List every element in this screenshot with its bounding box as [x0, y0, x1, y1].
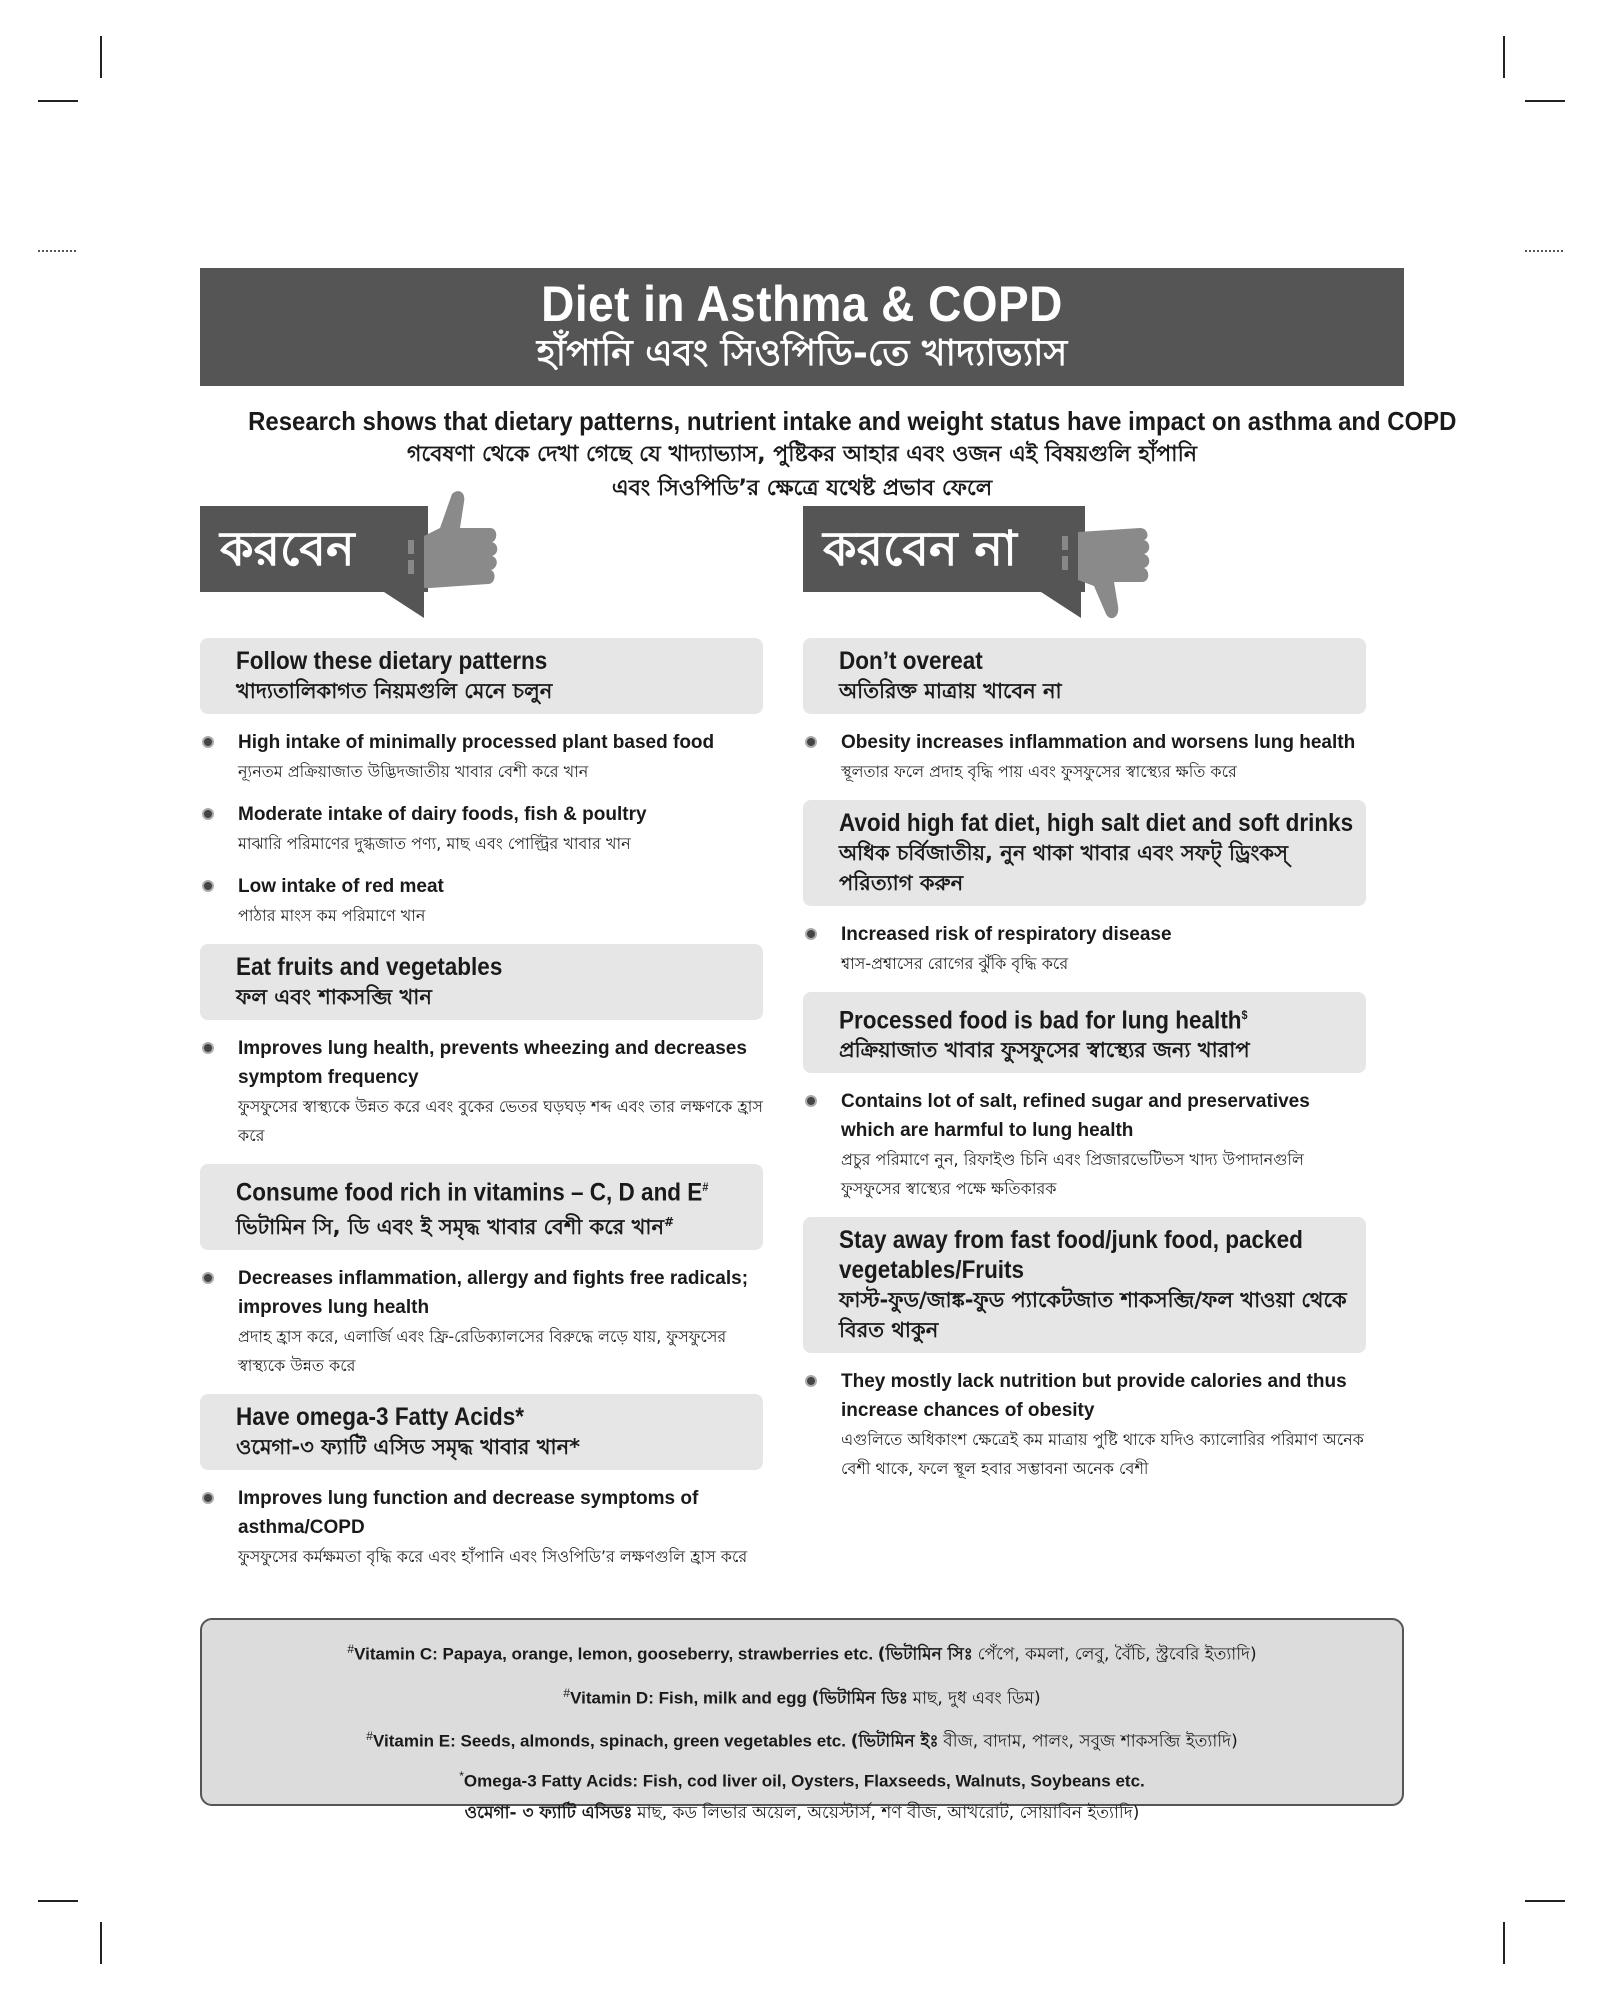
footnote-marker: *: [459, 1768, 464, 1783]
section-heading-bn: খাদ্যতালিকাগত নিয়মগুলি মেনে চলুন: [236, 679, 553, 703]
footnote-en: Omega-3 Fatty Acids: Fish, cod liver oil, Oysters, Flaxseeds, Walnuts, Soybeans etc.: [463, 1771, 1145, 1791]
section-heading-bn: অধিক চর্বিজাতীয়, নুন থাকা খাবার এবং সফট্ ড্রিংকস্ পরিত্যাগ করুন: [839, 841, 1288, 895]
crop-mark: [1503, 1922, 1505, 1964]
intro-text-bengali-2: এবং সিওপিডি’র ক্ষেত্রে যথেষ্ট প্রভাব ফেলে: [611, 476, 993, 501]
item-text-en: They mostly lack nutrition but provide calories and thus increase chances of obesity: [841, 1371, 1347, 1422]
footnote-en: Vitamin C: Papaya, orange, lemon, gooseberry, strawberries etc.: [354, 1644, 874, 1664]
list-item: [200, 872, 763, 930]
item-text-bn: মাঝারি পরিমাণের দুগ্ধজাত পণ্য, মাছ এবং পোল্ট্রির খাবার খান: [238, 834, 631, 853]
item-text-en: Decreases inflammation, allergy and fights free radicals; improves lung health: [238, 1268, 749, 1319]
bullet-icon: [805, 736, 817, 748]
section-heading-bn: ফল এবং শাকসব্জি খান: [236, 985, 432, 1009]
section-heading-bn-text: ভিটামিন সি, ডি এবং ই সমৃদ্ধ খাবার বেশী করে খান: [236, 1215, 665, 1240]
section-heading-text: Processed food is bad for lung health: [839, 1006, 1242, 1035]
crop-mark: [1525, 1900, 1565, 1902]
footnote-bn: মাছ, কড লিভার অয়েল, অয়েস্টার্স, শণ বীজ, আখরোট, সোয়াবিন ইত্যাদি): [637, 1802, 1140, 1823]
bullet-icon: [202, 736, 214, 748]
crop-mark: [100, 36, 102, 78]
footnote-line: [202, 1797, 1402, 1829]
list-item: [200, 1264, 763, 1380]
footnote-en: Vitamin D: Fish, milk and egg: [570, 1688, 807, 1708]
section-heading-en: [839, 1000, 1299, 1035]
do-section-heading: [200, 1394, 763, 1470]
do-section-heading: [200, 638, 763, 714]
item-text-bn: স্থূলতার ফলে প্রদাহ বৃদ্ধি পায় এবং ফুসফুসের স্বাস্থ্যের ক্ষতি করে: [841, 762, 1237, 781]
item-text-bn: ন্যূনতম প্রক্রিয়াজাত উদ্ভিদজাতীয় খাবার বেশী করে খান: [238, 762, 589, 781]
item-text-bn: ফুসফুসের কর্মক্ষমতা বৃদ্ধি করে এবং হাঁপানি এবং সিওপিডি’র লক্ষণগুলি হ্রাস করে: [238, 1547, 748, 1567]
section-heading-bn: [236, 1207, 747, 1242]
thumbs-up-icon: [400, 488, 500, 596]
do-column: [200, 638, 763, 1585]
bullet-icon: [202, 808, 214, 820]
section-heading-en: Eat fruits and vegetables: [236, 953, 503, 981]
registration-dots: [38, 250, 76, 252]
footnote-line: [202, 1630, 1402, 1674]
dont-section-heading: [803, 800, 1366, 906]
intro: [200, 404, 1457, 506]
item-text-en: Low intake of red meat: [238, 876, 444, 897]
page-title-bengali: হাঁপানি এবং সিওপিডি-তে খাদ্যাভ্যাস: [536, 333, 1068, 374]
footnote-marker: #: [702, 1180, 709, 1194]
footnote-marker: $: [1241, 1008, 1248, 1022]
footnote-bn: বীজ, বাদাম, পালং, সবুজ শাকসব্জি ইত্যাদি): [943, 1731, 1238, 1752]
item-text-en: Moderate intake of dairy foods, fish & poultry: [238, 804, 647, 825]
do-banner-label: করবেন: [220, 521, 355, 577]
dont-column: [803, 638, 1366, 1497]
bullet-icon: [805, 1095, 817, 1107]
section-heading-text: Consume food rich in vitamins – C, D and E: [236, 1178, 703, 1207]
list-item: [200, 1034, 763, 1150]
dont-section-heading: [803, 1217, 1366, 1353]
section-heading-bn: ওমেগা-৩ ফ্যাটি এসিড সমৃদ্ধ খাবার খান*: [236, 1435, 581, 1460]
list-item: [200, 1484, 763, 1571]
thumbs-down-icon: [1054, 524, 1154, 624]
footnote-bn-label: ওমেগা- ৩ ফ্যাটি এসিডঃ: [464, 1802, 633, 1823]
item-text-en: Improves lung health, prevents wheezing and decreases symptom frequency: [238, 1038, 747, 1088]
bullet-icon: [202, 1492, 214, 1504]
dont-section-heading: [803, 638, 1366, 714]
footnote-marker: #: [366, 1729, 373, 1744]
section-heading-bn: ফাস্ট-ফুড/জাঙ্ক-ফুড প্যাকেটজাত শাকসব্জি/ফল খাওয়া থেকে বিরত থাকুন: [839, 1288, 1347, 1343]
footnote-bn-label: (ভিটামিন ইঃ: [850, 1731, 939, 1752]
footnote-marker: #: [664, 1215, 675, 1230]
list-item: [200, 800, 763, 858]
footnote-box: [200, 1618, 1404, 1823]
list-item: [803, 920, 1366, 978]
list-item: [200, 728, 763, 786]
bullet-icon: [202, 1272, 214, 1284]
bullet-icon: [805, 1375, 817, 1387]
item-text-en: Obesity increases inflammation and worsens lung health: [841, 732, 1356, 753]
crop-mark: [1525, 100, 1565, 102]
footnote-marker: #: [563, 1685, 571, 1700]
item-text-bn: পাঠার মাংস কম পরিমাণে খান: [238, 906, 426, 925]
bullet-icon: [805, 928, 817, 940]
item-text-en: Increased risk of respiratory disease: [841, 924, 1172, 945]
section-heading-en: Don’t overeat: [839, 647, 983, 675]
bullet-icon: [202, 1042, 214, 1054]
item-text-bn: এগুলিতে অধিকাংশ ক্ষেত্রেই কম মাত্রায় পুষ্টি থাকে যদিও ক্যালোরির পরিমাণ অনেক বেশী থাকে, ফলে স্থূল হবার সম্ভাবনা অনেক বেশী: [841, 1430, 1364, 1479]
list-item: [803, 728, 1366, 786]
footnote-bn-label: (ভিটামিন সিঃ: [877, 1644, 973, 1665]
do-section-heading: [200, 1164, 763, 1250]
page-title: Diet in Asthma & COPD: [541, 276, 1063, 332]
section-heading-en: [236, 1172, 709, 1207]
footnote-line: [202, 1761, 1402, 1797]
footnote-bn: পেঁপে, কমলা, লেবু, বৈঁচি, স্ট্রবেরি ইত্যাদি): [977, 1644, 1257, 1665]
crop-mark: [100, 1922, 102, 1964]
section-heading-en: Have omega-3 Fatty Acids*: [236, 1403, 525, 1432]
crop-mark: [38, 100, 78, 102]
section-heading-en: Stay away from fast food/junk food, packed vegetables/Fruits: [839, 1226, 1303, 1285]
footnote-line: [202, 1717, 1402, 1761]
section-heading-bn: প্রক্রিয়াজাত খাবার ফুসফুসের স্বাস্থ্যের জন্য খারাপ: [839, 1038, 1250, 1063]
crop-mark: [38, 1900, 78, 1902]
section-heading-en: Avoid high fat diet, high salt diet and soft drinks: [839, 809, 1354, 837]
section-heading-bn: অতিরিক্ত মাত্রায় খাবেন না: [839, 679, 1062, 703]
footnote-marker: #: [347, 1642, 355, 1656]
item-text-en: High intake of minimally processed plant based food: [238, 732, 715, 753]
title-banner: [200, 268, 1404, 386]
item-text-en: Improves lung function and decrease symptoms of asthma/COPD: [238, 1488, 699, 1539]
footnote-bn: মাছ, দুধ এবং ডিম): [912, 1688, 1041, 1709]
list-item: [803, 1367, 1366, 1483]
do-banner: [200, 506, 428, 592]
item-text-en: Contains lot of salt, refined sugar and preservatives which are harmful to lung health: [841, 1091, 1310, 1142]
item-text-bn: প্রচুর পরিমাণে নুন, রিফাইণ্ড চিনি এবং প্রিজারভেটিভস খাদ্য উপাদানগুলি ফুসফুসের স্বাস্থ্যের পক্ষে ক্ষতিকারক: [841, 1150, 1304, 1199]
footnote-line: [202, 1674, 1402, 1718]
item-text-bn: প্রদাহ হ্রাস করে, এলার্জি এবং ফ্রি-রেডিক্যালসের বিরুদ্ধে লড়ে যায়, ফুসফুসের স্বাস্থ্যকে উন্নত করে: [238, 1327, 727, 1376]
crop-mark: [1503, 36, 1505, 78]
footnote-en: Vitamin E: Seeds, almonds, spinach, green vegetables etc.: [372, 1731, 846, 1751]
registration-dots: [1525, 250, 1563, 252]
do-section-heading: [200, 944, 763, 1020]
section-heading-en: Follow these dietary patterns: [236, 647, 548, 675]
list-item: [803, 1087, 1366, 1203]
dont-banner-label: করবেন না: [823, 521, 1017, 577]
item-text-bn: শ্বাস-প্রশ্বাসের রোগের ঝুঁকি বৃদ্ধি করে: [841, 954, 1069, 973]
dont-section-heading: [803, 992, 1366, 1073]
intro-text-bengali-1: গবেষণা থেকে দেখা গেছে যে খাদ্যাভ্যাস, পুষ্টিকর আহার এবং ওজন এই বিষয়গুলি হাঁপানি: [407, 442, 1197, 467]
dont-banner: [803, 506, 1085, 592]
intro-text: Research shows that dietary patterns, nutrient intake and weight status have impact on asthma and COPD: [248, 406, 1457, 436]
bullet-icon: [202, 880, 214, 892]
item-text-bn: ফুসফুসের স্বাস্থ্যকে উন্নত করে এবং বুকের ভেতর ঘড়ঘড় শব্দ এবং তার লক্ষণকে হ্রাস করে: [238, 1097, 763, 1145]
footnote-bn-label: (ভিটামিন ডিঃ: [811, 1688, 908, 1709]
